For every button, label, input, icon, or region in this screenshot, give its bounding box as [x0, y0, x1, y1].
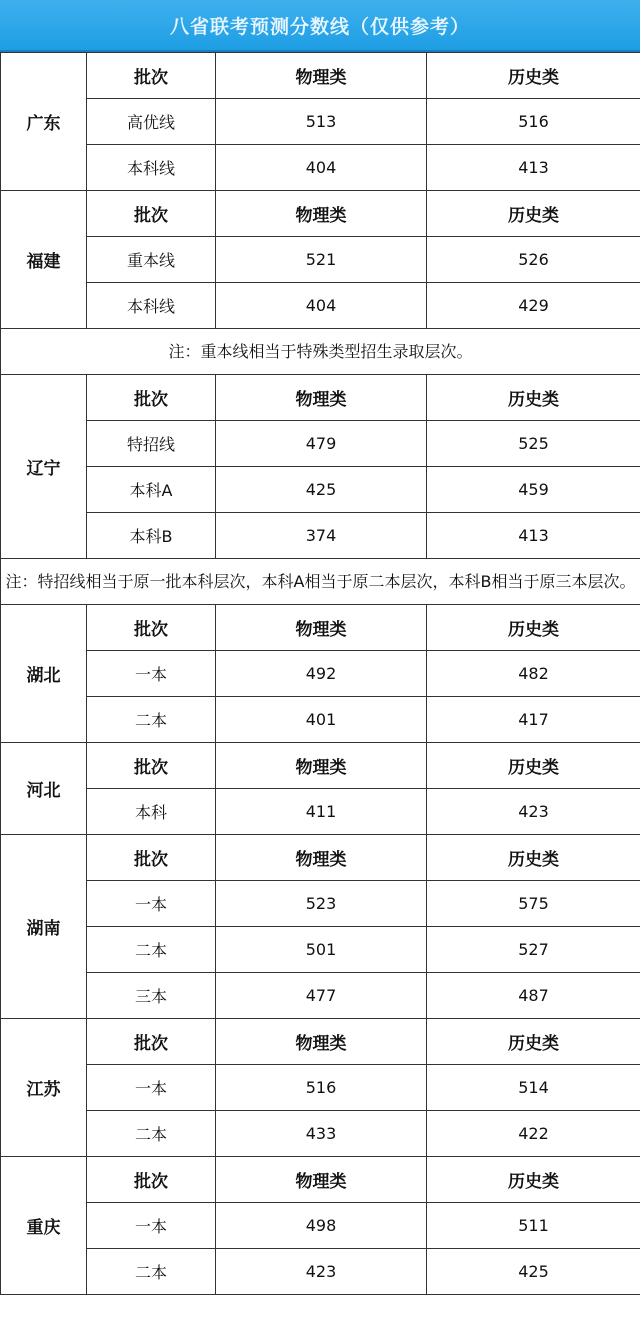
history-score-cell: 413 — [427, 145, 640, 191]
header-batch: 批次 — [87, 743, 216, 789]
physics-score-cell: 513 — [216, 99, 427, 145]
batch-cell: 本科B — [87, 513, 216, 559]
header-physics: 物理类 — [216, 1157, 427, 1203]
batch-cell: 本科线 — [87, 283, 216, 329]
header-history: 历史类 — [427, 605, 640, 651]
physics-score-cell: 425 — [216, 467, 427, 513]
header-history: 历史类 — [427, 835, 640, 881]
province-cell: 河北 — [1, 743, 87, 835]
physics-score-cell: 501 — [216, 927, 427, 973]
history-score-cell: 516 — [427, 99, 640, 145]
history-score-cell: 526 — [427, 237, 640, 283]
physics-score-cell: 523 — [216, 881, 427, 927]
title-bar — [0, 0, 640, 52]
batch-cell: 一本 — [87, 651, 216, 697]
history-score-cell: 527 — [427, 927, 640, 973]
note-row — [1, 329, 640, 375]
batch-cell: 特招线 — [87, 421, 216, 467]
province-cell: 江苏 — [1, 1019, 87, 1157]
batch-cell: 一本 — [87, 881, 216, 927]
table-row — [1, 789, 640, 835]
table-row — [1, 421, 640, 467]
section-header-row — [1, 53, 640, 99]
physics-score-cell: 521 — [216, 237, 427, 283]
section-header-row — [1, 191, 640, 237]
batch-cell: 本科 — [87, 789, 216, 835]
header-physics: 物理类 — [216, 743, 427, 789]
physics-score-cell: 479 — [216, 421, 427, 467]
table-row — [1, 283, 640, 329]
header-physics: 物理类 — [216, 835, 427, 881]
table-row — [1, 1111, 640, 1157]
batch-cell: 本科线 — [87, 145, 216, 191]
history-score-cell: 413 — [427, 513, 640, 559]
physics-score-cell: 516 — [216, 1065, 427, 1111]
province-cell: 湖南 — [1, 835, 87, 1019]
section-header-row — [1, 1019, 640, 1065]
batch-cell: 三本 — [87, 973, 216, 1019]
header-batch: 批次 — [87, 1019, 216, 1065]
province-cell: 重庆 — [1, 1157, 87, 1295]
physics-score-cell: 498 — [216, 1203, 427, 1249]
header-physics: 物理类 — [216, 53, 427, 99]
note-text: 注：特招线相当于原一批本科层次，本科A相当于原二本层次，本科B相当于原三本层次。 — [1, 559, 640, 605]
province-cell: 广东 — [1, 53, 87, 191]
header-history: 历史类 — [427, 375, 640, 421]
history-score-cell: 423 — [427, 789, 640, 835]
physics-score-cell: 477 — [216, 973, 427, 1019]
header-history: 历史类 — [427, 1019, 640, 1065]
page-title: 八省联考预测分数线（仅供参考） — [169, 15, 470, 38]
table-row — [1, 513, 640, 559]
batch-cell: 二本 — [87, 1249, 216, 1295]
header-history: 历史类 — [427, 1157, 640, 1203]
section-header-row — [1, 835, 640, 881]
history-score-cell: 425 — [427, 1249, 640, 1295]
header-physics: 物理类 — [216, 191, 427, 237]
section-header-row — [1, 375, 640, 421]
section-header-row — [1, 743, 640, 789]
table-row — [1, 237, 640, 283]
physics-score-cell: 411 — [216, 789, 427, 835]
history-score-cell: 429 — [427, 283, 640, 329]
header-batch: 批次 — [87, 375, 216, 421]
table-row — [1, 1203, 640, 1249]
history-score-cell: 487 — [427, 973, 640, 1019]
province-cell: 辽宁 — [1, 375, 87, 559]
physics-score-cell: 423 — [216, 1249, 427, 1295]
batch-cell: 二本 — [87, 927, 216, 973]
score-table — [0, 52, 640, 1295]
section-header-row — [1, 1157, 640, 1203]
header-batch: 批次 — [87, 835, 216, 881]
batch-cell: 重本线 — [87, 237, 216, 283]
section-header-row — [1, 605, 640, 651]
score-table-body — [1, 53, 640, 1295]
table-row — [1, 881, 640, 927]
batch-cell: 二本 — [87, 1111, 216, 1157]
header-history: 历史类 — [427, 743, 640, 789]
table-row — [1, 467, 640, 513]
physics-score-cell: 404 — [216, 145, 427, 191]
history-score-cell: 575 — [427, 881, 640, 927]
table-row — [1, 973, 640, 1019]
history-score-cell: 422 — [427, 1111, 640, 1157]
header-physics: 物理类 — [216, 1019, 427, 1065]
table-row — [1, 99, 640, 145]
history-score-cell: 482 — [427, 651, 640, 697]
note-row — [1, 559, 640, 605]
header-batch: 批次 — [87, 605, 216, 651]
table-row — [1, 1249, 640, 1295]
batch-cell: 本科A — [87, 467, 216, 513]
history-score-cell: 514 — [427, 1065, 640, 1111]
table-row — [1, 145, 640, 191]
history-score-cell: 525 — [427, 421, 640, 467]
batch-cell: 一本 — [87, 1065, 216, 1111]
table-row — [1, 697, 640, 743]
header-batch: 批次 — [87, 1157, 216, 1203]
table-row — [1, 651, 640, 697]
history-score-cell: 417 — [427, 697, 640, 743]
header-physics: 物理类 — [216, 605, 427, 651]
physics-score-cell: 404 — [216, 283, 427, 329]
note-text: 注：重本线相当于特殊类型招生录取层次。 — [1, 329, 640, 375]
header-history: 历史类 — [427, 53, 640, 99]
batch-cell: 二本 — [87, 697, 216, 743]
province-cell: 福建 — [1, 191, 87, 329]
physics-score-cell: 433 — [216, 1111, 427, 1157]
physics-score-cell: 401 — [216, 697, 427, 743]
province-cell: 湖北 — [1, 605, 87, 743]
header-physics: 物理类 — [216, 375, 427, 421]
header-history: 历史类 — [427, 191, 640, 237]
header-batch: 批次 — [87, 53, 216, 99]
batch-cell: 高优线 — [87, 99, 216, 145]
header-batch: 批次 — [87, 191, 216, 237]
history-score-cell: 459 — [427, 467, 640, 513]
table-row — [1, 1065, 640, 1111]
physics-score-cell: 492 — [216, 651, 427, 697]
physics-score-cell: 374 — [216, 513, 427, 559]
batch-cell: 一本 — [87, 1203, 216, 1249]
table-row — [1, 927, 640, 973]
history-score-cell: 511 — [427, 1203, 640, 1249]
